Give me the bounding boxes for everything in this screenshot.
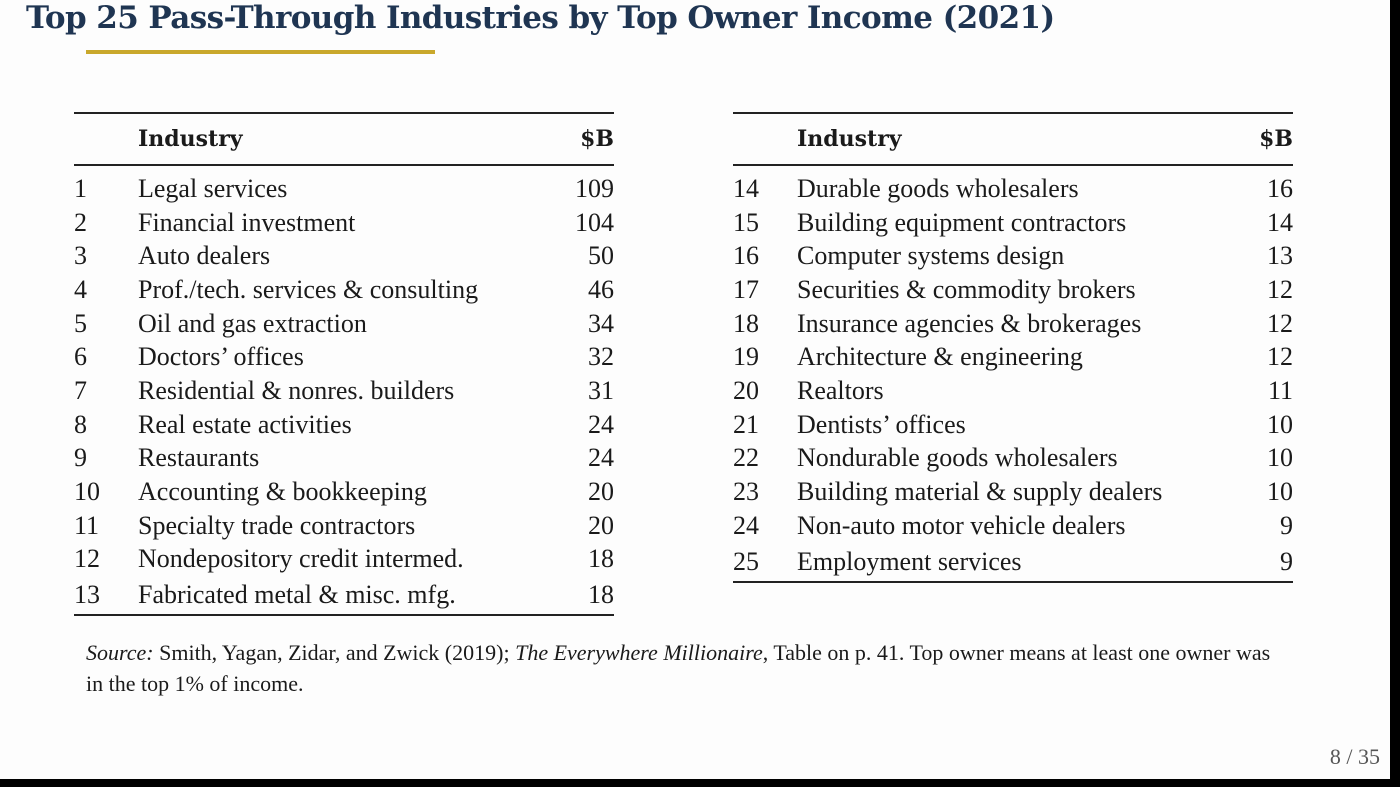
table-row bbox=[74, 576, 614, 615]
value-cell: 10 bbox=[1267, 409, 1293, 439]
value-cell: 24 bbox=[588, 443, 614, 473]
table-row bbox=[74, 442, 614, 476]
table-row bbox=[733, 206, 1293, 240]
source-rest: , Table on p. 41. Top owner means at least one owner was in the top 1% of income. bbox=[86, 640, 1271, 696]
title-underline bbox=[86, 50, 435, 54]
table-body-right bbox=[733, 165, 1293, 582]
table-row bbox=[733, 273, 1293, 307]
table-row bbox=[74, 374, 614, 408]
rank-cell: 10 bbox=[74, 477, 100, 507]
value-cell: 32 bbox=[588, 342, 614, 372]
value-cell: 12 bbox=[1267, 274, 1293, 304]
industry-cell: Non-auto motor vehicle dealers bbox=[797, 510, 1126, 540]
table-row bbox=[733, 307, 1293, 341]
industry-column-header: Industry bbox=[797, 113, 1233, 165]
industry-cell: Durable goods wholesalers bbox=[797, 173, 1079, 203]
industry-cell: Architecture & engineering bbox=[797, 342, 1083, 372]
industry-cell: Specialty trade contractors bbox=[138, 510, 416, 540]
table-row bbox=[74, 206, 614, 240]
value-cell: 10 bbox=[1267, 477, 1293, 507]
rank-cell: 3 bbox=[74, 241, 87, 271]
rank-cell: 13 bbox=[74, 576, 138, 615]
industry-cell: Building material & supply dealers bbox=[797, 477, 1163, 507]
rank-cell: 24 bbox=[733, 510, 759, 540]
rank-cell: 8 bbox=[74, 409, 87, 439]
table-row bbox=[733, 165, 1293, 206]
source-authors: Smith, Yagan, Zidar, and Zwick (2019); bbox=[153, 640, 516, 665]
industry-cell: Residential & nonres. builders bbox=[138, 375, 455, 405]
table-header-row bbox=[733, 113, 1293, 165]
value-cell: 9 bbox=[1280, 510, 1293, 540]
value-cell: 24 bbox=[588, 409, 614, 439]
industry-cell: Legal services bbox=[138, 173, 288, 203]
industry-cell: Restaurants bbox=[138, 443, 260, 473]
value-cell: 18 bbox=[588, 544, 614, 574]
value-cell: 104 bbox=[575, 207, 614, 237]
table-row bbox=[74, 239, 614, 273]
table-row bbox=[74, 307, 614, 341]
rank-cell: 21 bbox=[733, 409, 759, 439]
industry-cell: Nondepository credit intermed. bbox=[138, 544, 464, 574]
source-note bbox=[86, 637, 1286, 699]
source-label: Source: bbox=[86, 640, 154, 665]
table-body-left bbox=[74, 165, 614, 615]
rank-cell: 25 bbox=[733, 543, 797, 582]
value-cell: 34 bbox=[588, 308, 614, 338]
industry-cell: Auto dealers bbox=[138, 241, 271, 271]
value-cell: 12 bbox=[1267, 342, 1293, 372]
rank-cell: 16 bbox=[733, 241, 759, 271]
rank-cell: 1 bbox=[74, 173, 87, 203]
industry-cell: Building equipment contractors bbox=[797, 207, 1127, 237]
value-cell: 18 bbox=[554, 576, 614, 615]
page-number: 8 / 35 bbox=[1329, 744, 1380, 769]
industry-cell: Accounting & bookkeeping bbox=[138, 477, 427, 507]
industry-cell: Insurance agencies & brokerages bbox=[797, 308, 1142, 338]
rank-cell: 19 bbox=[733, 342, 759, 372]
value-cell: 50 bbox=[588, 241, 614, 271]
industry-cell: Real estate activities bbox=[138, 409, 352, 439]
industry-table-right bbox=[733, 112, 1293, 583]
table-row bbox=[74, 509, 614, 543]
table-row bbox=[733, 239, 1293, 273]
rank-cell: 12 bbox=[74, 544, 100, 574]
rank-cell: 18 bbox=[733, 308, 759, 338]
rank-cell: 11 bbox=[74, 510, 100, 540]
rank-cell: 6 bbox=[74, 342, 87, 372]
slide-title: Top 25 Pass-Through Industries by Top Owner Income (2021) bbox=[26, 0, 1055, 36]
table-row bbox=[733, 543, 1293, 582]
table-row bbox=[733, 408, 1293, 442]
value-cell: 20 bbox=[588, 477, 614, 507]
table-row bbox=[733, 509, 1293, 543]
table-row bbox=[733, 340, 1293, 374]
table-header-row bbox=[74, 113, 614, 165]
table-row bbox=[733, 442, 1293, 476]
table-row bbox=[74, 340, 614, 374]
rank-cell: 23 bbox=[733, 477, 759, 507]
value-cell: 9 bbox=[1233, 543, 1293, 582]
value-cell: 20 bbox=[588, 510, 614, 540]
rank-cell: 9 bbox=[74, 443, 87, 473]
table-row bbox=[733, 475, 1293, 509]
table-row bbox=[74, 408, 614, 442]
rank-cell: 22 bbox=[733, 443, 759, 473]
industry-cell: Prof./tech. services & consulting bbox=[138, 274, 479, 304]
industry-cell: Dentists’ offices bbox=[797, 409, 966, 439]
industry-cell: Computer systems design bbox=[797, 241, 1065, 271]
industry-cell: Fabricated metal & misc. mfg. bbox=[138, 576, 554, 615]
industry-cell: Oil and gas extraction bbox=[138, 308, 367, 338]
rank-cell: 14 bbox=[733, 173, 759, 203]
industry-cell: Realtors bbox=[797, 375, 884, 405]
rank-cell: 2 bbox=[74, 207, 87, 237]
rank-column-header bbox=[74, 113, 138, 165]
source-book-title: The Everywhere Millionaire bbox=[515, 640, 763, 665]
value-cell: 109 bbox=[575, 173, 614, 203]
industry-cell: Nondurable goods wholesalers bbox=[797, 443, 1118, 473]
table-row bbox=[74, 165, 614, 206]
table-row bbox=[74, 475, 614, 509]
rank-cell: 4 bbox=[74, 274, 87, 304]
industry-cell: Employment services bbox=[797, 543, 1233, 582]
industry-column-header: Industry bbox=[138, 113, 554, 165]
value-column-header: $B bbox=[554, 113, 614, 165]
rank-cell: 15 bbox=[733, 207, 759, 237]
value-column-header: $B bbox=[1233, 113, 1293, 165]
value-cell: 13 bbox=[1267, 241, 1293, 271]
value-cell: 11 bbox=[1267, 375, 1293, 405]
rank-column-header bbox=[733, 113, 797, 165]
rank-cell: 7 bbox=[74, 375, 87, 405]
rank-cell: 5 bbox=[74, 308, 87, 338]
table-row bbox=[74, 273, 614, 307]
industry-table-left bbox=[74, 112, 614, 616]
value-cell: 14 bbox=[1267, 207, 1293, 237]
table-row bbox=[74, 543, 614, 577]
value-cell: 12 bbox=[1267, 308, 1293, 338]
rank-cell: 20 bbox=[733, 375, 759, 405]
value-cell: 46 bbox=[588, 274, 614, 304]
value-cell: 10 bbox=[1267, 443, 1293, 473]
industry-cell: Doctors’ offices bbox=[138, 342, 304, 372]
industry-cell: Financial investment bbox=[138, 207, 356, 237]
value-cell: 31 bbox=[588, 375, 614, 405]
table-row bbox=[733, 374, 1293, 408]
value-cell: 16 bbox=[1267, 173, 1293, 203]
industry-cell: Securities & commodity brokers bbox=[797, 274, 1136, 304]
rank-cell: 17 bbox=[733, 274, 759, 304]
